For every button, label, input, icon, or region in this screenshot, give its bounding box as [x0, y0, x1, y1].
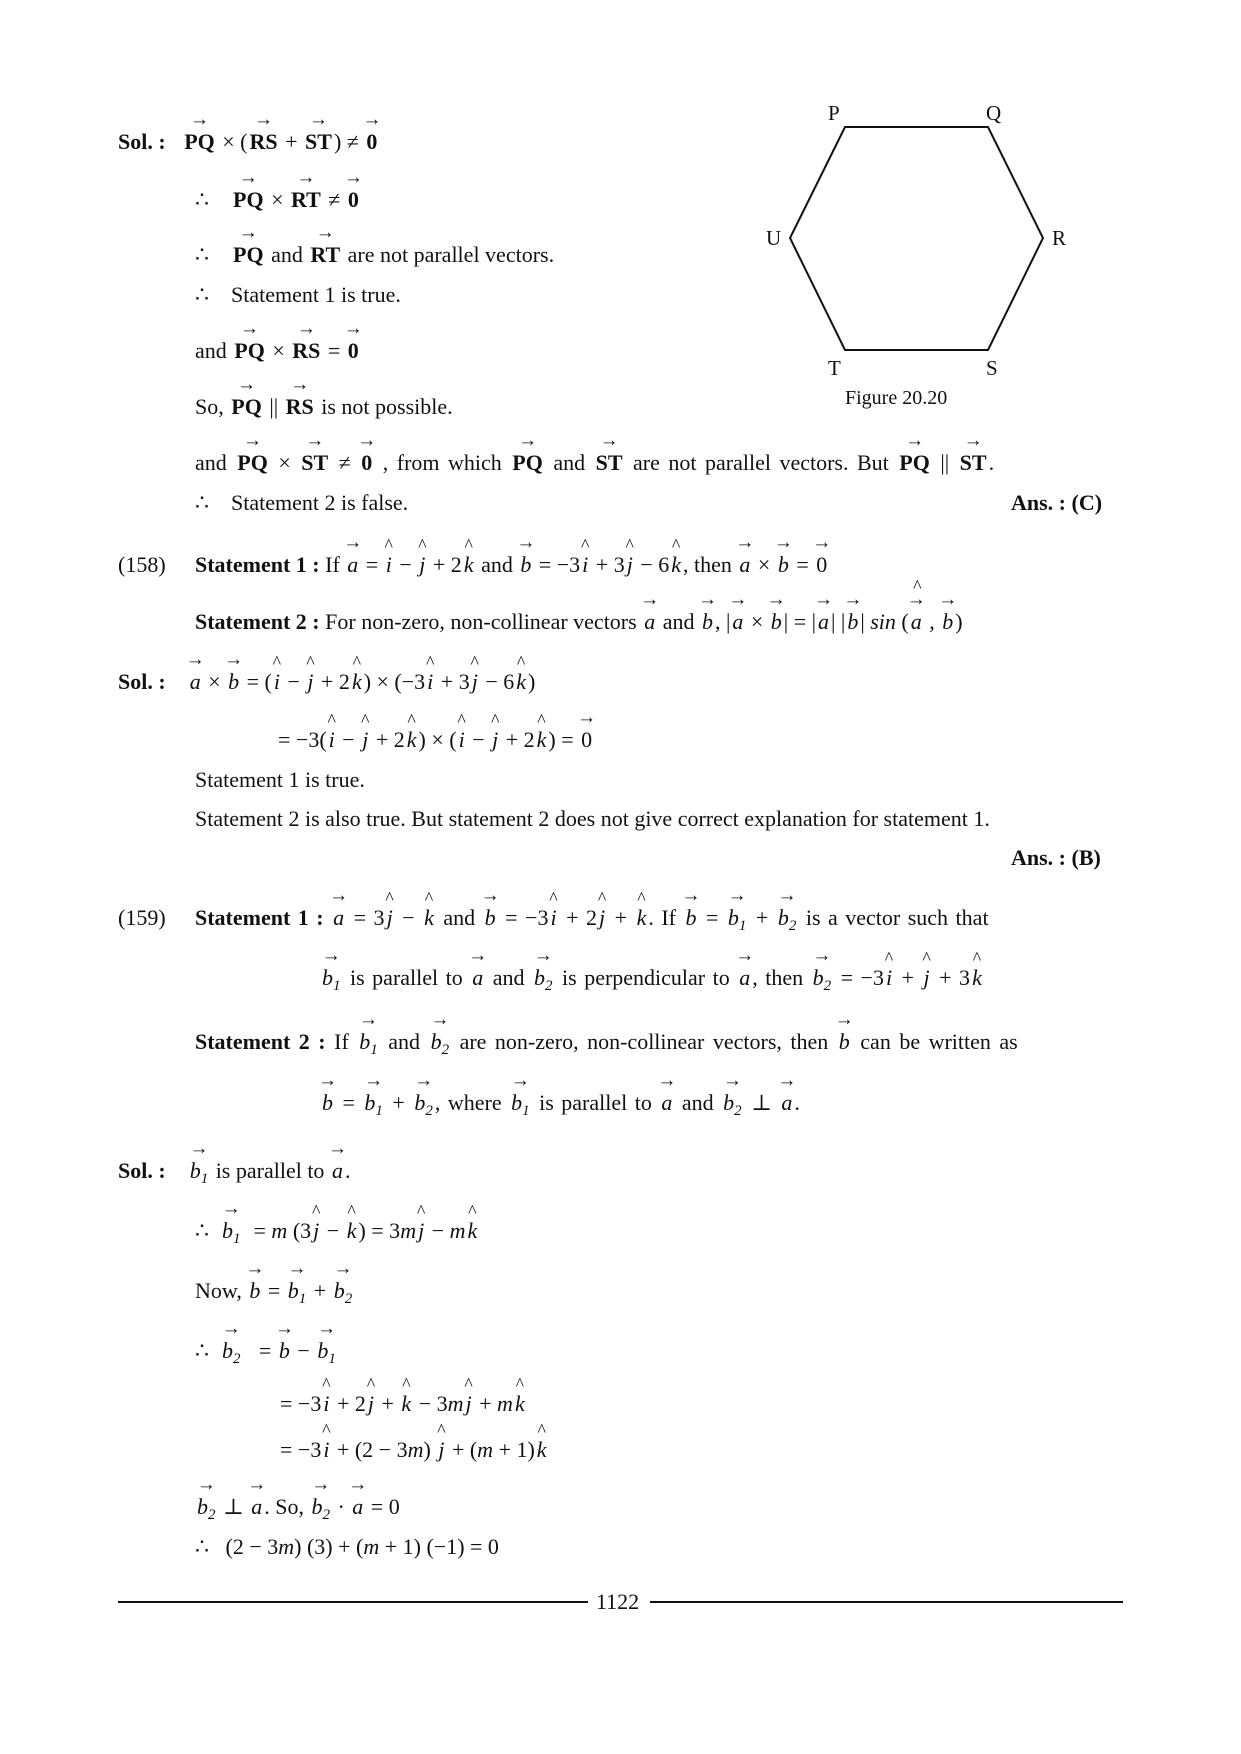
hexagon-figure [760, 100, 1080, 420]
q159-solution-line3: Now, → b = → $b_1$ + → $b_2$ [195, 1276, 354, 1314]
q159-solution-line4: ∴ → $b_2$ = → b − → $b_1$ [195, 1336, 338, 1374]
sol157-line5: and → PQ × → RS = → 0 [195, 336, 361, 366]
footer-rule-left [118, 1601, 588, 1603]
vertex-s: S [986, 356, 998, 380]
vertex-t: T [828, 356, 841, 380]
q159-solution-line7: → $b_2$ ⊥ → a. So, → $b_2$ · → a = 0 [195, 1492, 400, 1530]
q158-solution-text2: Statement 2 is also true. But statement 2 does not give correct explanation for statement 1. [195, 806, 990, 831]
q159-number: (159) [118, 905, 166, 930]
q159-solution-line1: Sol. : → $b_1$ is parallel to → a. [118, 1156, 350, 1194]
q159-statement2-line2: → b = → $b_1$ + → $b_2$, where → $b_1$ is parallel to → a and → $b_2$ ⊥ → a. [320, 1088, 800, 1126]
vertex-u: U [766, 226, 782, 250]
figure-caption: Figure 20.20 [845, 387, 948, 409]
q158-solution-text1: Statement 1 is true. [195, 767, 365, 792]
vertex-p: P [828, 101, 840, 125]
vertex-r: R [1052, 226, 1067, 250]
sol157-line3: ∴ → PQ and → RT are not parallel vectors. [195, 240, 554, 270]
sol157-line7: and → PQ × → ST ≠ → 0 , from which → PQ and → ST are not parallel vectors. But → PQ || → ST. [195, 448, 994, 478]
page-number: 1122 [596, 1589, 640, 1614]
q159-statement2-line1: Statement 2 : $If \to b_1$ and → $b_2$ are non-zero, non-collinear vectors, then → b can be written as [195, 1027, 1018, 1065]
q159-solution-line2: ∴ → $b_1 = m$ (3^ j − ^ k) = 3m^ j − m^ k [195, 1216, 479, 1254]
sol157-line1: Sol. : → PQ × (→ RS + → ST) ≠ → 0 [118, 127, 379, 157]
answer-b: Ans. : (B) [1011, 845, 1101, 870]
q158-number: (158) [118, 552, 166, 577]
q158-statement2: Statement 2 : For non-zero, non-collinear vectors → a and → b, |→ a × → b| = |→ a| |→ b| sin (→ a ^ , → b) [195, 607, 963, 637]
q159-statement1-line1: Statement 1 : → a = 3^ j − ^ k and → b = −3^ i + 2^ j + ^ k. If → b = → $b_1$ + → $b_2$ is a vector such that [195, 903, 989, 941]
hexagon-shape [790, 127, 1043, 350]
answer-c: Ans. : (C) [1011, 490, 1103, 515]
q159-solution-line5: = −3^ i + 2^ j + ^ k − 3m^ j + m^ k [280, 1389, 527, 1419]
q158-solution-line2: = −3(^ i − ^ j + 2^ k) × (^ i − ^ j + 2^ k) = → 0 [278, 725, 594, 755]
sol157-line2: ∴ → PQ × → RT ≠ → 0 [195, 185, 361, 215]
sol157-line8: ∴ Statement 2 is false. [195, 490, 409, 515]
q159-solution-line6: = −3^ i + (2 − 3m) ^ j + (m + 1)^ k [280, 1435, 549, 1465]
q159-solution-line8: ∴ (2 − 3m) (3) + (m + 1) (−1) = 0 [195, 1534, 499, 1559]
q158-solution-line1: Sol. : → a × → b = (^ i − ^ j + 2^ k) × (−3^ i + 3^ j − 6^ k) [118, 667, 535, 697]
footer-rule-right [650, 1601, 1123, 1603]
sol157-line4: ∴ Statement 1 is true. [195, 282, 401, 307]
vertex-q: Q [986, 101, 1002, 125]
sol157-line6: So, → PQ || → RS is not possible. [195, 392, 453, 422]
q159-statement1-line2: → $b_1$ is parallel to → a and → $b_2$ is perpendicular to → a, then → $b_2$ = −3^ i + ^ j + 3^ k [320, 963, 984, 1001]
sol-label: Sol. : [118, 129, 166, 154]
q158-statement1: Statement 1 : If → a = ^ i − ^ j + 2^ k and → b = −3^ i + 3^ j − 6^ k, then → a × → b = → 0 [195, 550, 829, 580]
